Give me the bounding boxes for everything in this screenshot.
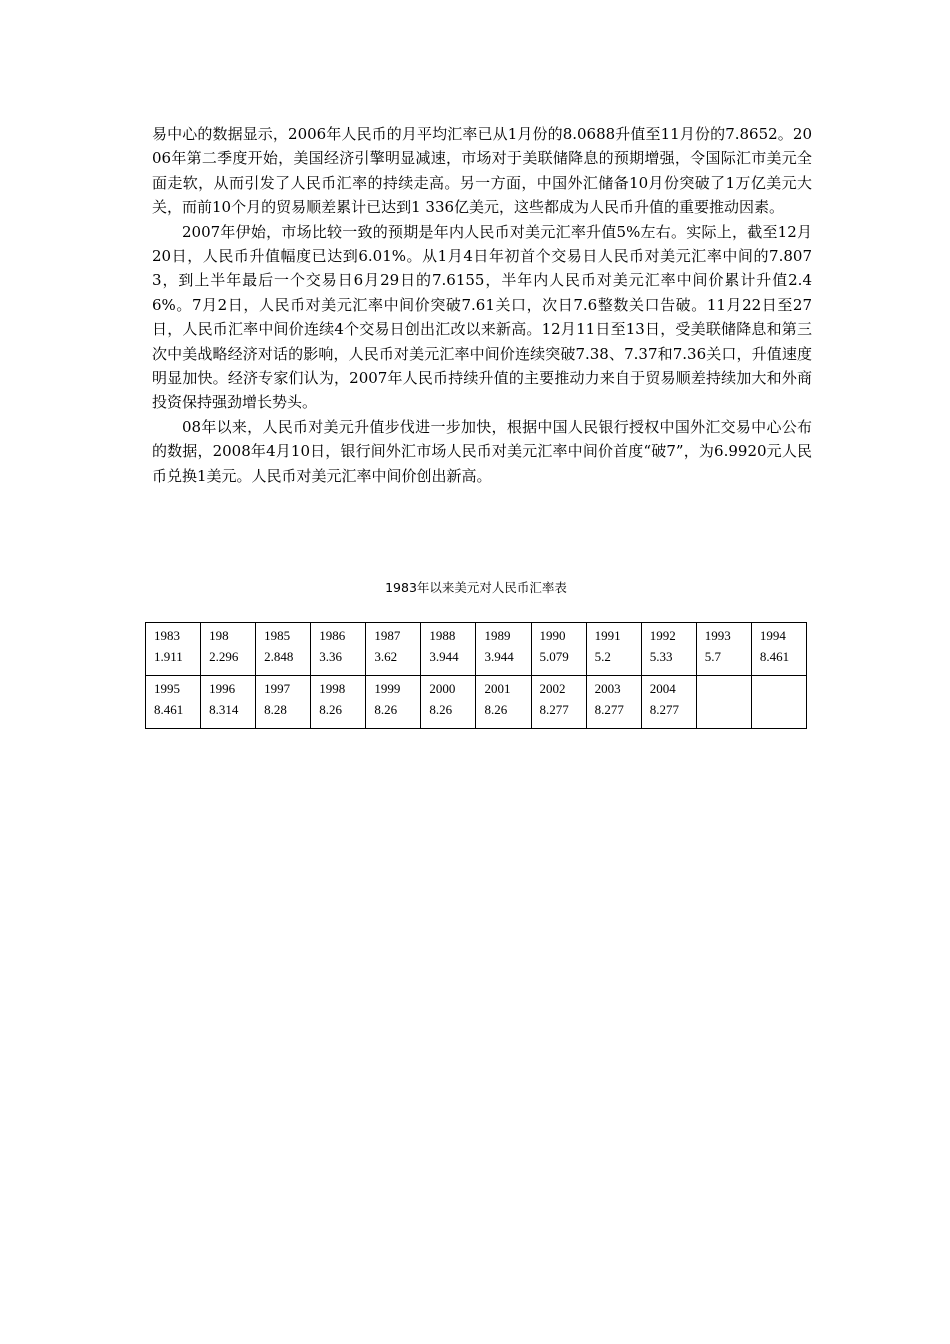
cell-year: 1997 (264, 681, 291, 696)
cell-rate: 1.911 (154, 649, 183, 664)
cell-year: 1989 (484, 628, 511, 643)
table-cell (366, 676, 421, 729)
table-cell (641, 623, 696, 676)
exchange-rate-table-body (146, 623, 807, 729)
cell-rate: 3.62 (374, 649, 398, 664)
table-cell (476, 676, 531, 729)
cell-rate: 8.26 (319, 702, 342, 717)
cell-rate: 8.26 (429, 702, 453, 717)
table-cell (201, 676, 256, 729)
paragraph-2008: 08年以来，人民币对美元升值步伐进一步加快，根据中国人民银行授权中国外汇交易中心公布的数据，2008年4月10日，银行间外汇市场人民币对美元汇率中间价首度“破7”，为6.9920元人民币兑换1美元。人民币对美元汇率中间价创出新高。 (152, 417, 812, 485)
cell-year: 2004 (649, 681, 676, 696)
cell-rate: 3.944 (429, 649, 459, 664)
cell-rate: 3.36 (319, 649, 342, 664)
table-caption: 1983年以来美元对人民币汇率表 (385, 580, 567, 595)
cell-year: 1985 (264, 628, 291, 643)
table-cell (586, 676, 641, 729)
cell-rate: 8.461 (154, 702, 184, 717)
cell-year: 1991 (594, 628, 621, 643)
cell-rate: 5.2 (594, 649, 611, 664)
cell-rate: 8.26 (374, 702, 398, 717)
cell-year: 1990 (539, 628, 566, 643)
cell-year: 1987 (374, 628, 401, 643)
table-cell (311, 676, 366, 729)
cell-year: 2003 (594, 681, 621, 696)
cell-year: 1996 (209, 681, 236, 696)
cell-rate: 5.079 (539, 649, 569, 664)
table-cell (696, 623, 751, 676)
cell-year: 1998 (319, 681, 346, 696)
table-cell (531, 676, 586, 729)
cell-rate: 2.296 (209, 649, 239, 664)
cell-rate: 8.314 (209, 702, 239, 717)
table-row (146, 623, 807, 676)
table-cell (586, 623, 641, 676)
cell-year: 1993 (704, 628, 731, 643)
cell-year: 2002 (539, 681, 566, 696)
table-cell (641, 676, 696, 729)
table-cell (146, 623, 201, 676)
table-cell (421, 623, 476, 676)
document-body (152, 122, 812, 488)
table-cell (421, 676, 476, 729)
table-cell (146, 676, 201, 729)
cell-year: 2001 (484, 681, 511, 696)
table-cell (476, 623, 531, 676)
cell-rate: 8.461 (759, 649, 790, 664)
cell-rate: 8.277 (539, 702, 569, 717)
cell-rate: 3.944 (484, 649, 514, 664)
cell-year: 1988 (429, 628, 456, 643)
cell-year: 1983 (154, 628, 180, 643)
cell-year: 2000 (429, 681, 456, 696)
table-cell (311, 623, 366, 676)
cell-rate: 8.28 (264, 702, 287, 717)
cell-year: 198 (209, 628, 229, 643)
table-cell (531, 623, 586, 676)
table-cell (751, 623, 806, 676)
cell-year: 1992 (649, 628, 676, 643)
paragraph-2007: 2007年伊始，市场比较一致的预期是年内人民币对美元汇率升值5%左右。实际上，截至12月20日，人民币升值幅度已达到6.01%。从1月4日年初首个交易日人民币对美元汇率中间的7.8073，到上半年最后一个交易日6月29日的7.6155，半年内人民币对美元汇率中间价累计升值2.46%。7月2日，人民币对美元汇率中间价突破7.61关口，次日7.6整数关口告破。11月22日至27日，人民币汇率中间价连续4个交易日创出汇改以来新高。12月11日至13日，受美联储降息和第三次中美战略经济对话的影响，人民币对美元汇率中间价连续突破7.38、7.37和7.36关口，升值速度明显加快。经济专家们认为，2007年人民币持续升值的主要推动力来自于贸易顺差持续加大和外商投资保持强劲增长势头。 (152, 222, 812, 412)
cell-rate: 8.277 (594, 702, 624, 717)
table-cell (696, 676, 751, 729)
cell-year: 1994 (759, 628, 786, 643)
cell-rate: 8.26 (484, 702, 508, 717)
table-row (146, 676, 807, 729)
table-cell (201, 623, 256, 676)
paragraph-2006: 易中心的数据显示，2006年人民币的月平均汇率已从1月份的8.0688升值至11月份的7.8652。2006年第二季度开始，美国经济引擎明显减速，市场对于美联储降息的预期增强，令国际汇市美元全面走软，从而引发了人民币汇率的持续走高。另一方面，中国外汇储备10月份突破了1万亿美元大关，而前10个月的贸易顺差累计已达到1 336亿美元，这些都成为人民币升值的重要推动因素。 (152, 125, 812, 217)
table-cell (366, 623, 421, 676)
table-cell (256, 623, 311, 676)
cell-year: 1995 (154, 681, 180, 696)
cell-year: 1999 (374, 681, 401, 696)
table-cell (751, 676, 806, 729)
cell-rate: 5.7 (704, 649, 722, 664)
cell-rate: 5.33 (649, 649, 673, 664)
table-cell (256, 676, 311, 729)
cell-rate: 2.848 (264, 649, 294, 664)
cell-rate: 8.277 (649, 702, 679, 717)
exchange-rate-table (145, 622, 807, 729)
cell-year: 1986 (319, 628, 346, 643)
